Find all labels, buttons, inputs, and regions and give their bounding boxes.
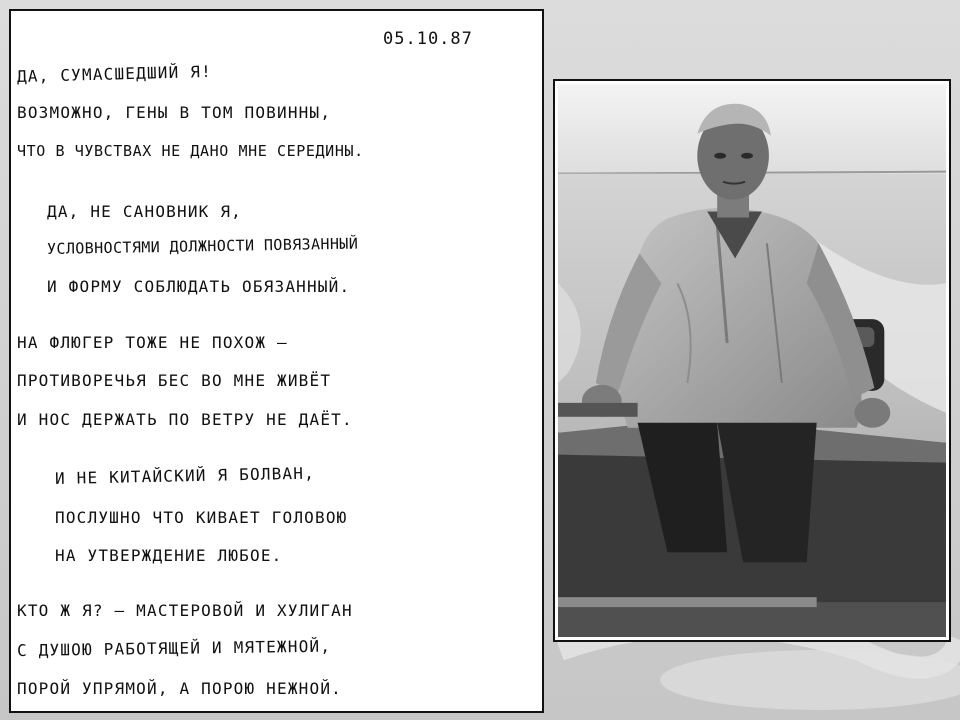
man-in-motorboat-photo xyxy=(558,84,946,637)
poem-line: ДА, НЕ САНОВНИК Я, xyxy=(47,202,242,221)
poem-line: И НЕ КИТАЙСКИЙ Я БОЛВАН, xyxy=(54,463,316,488)
poem-line: ПОРОЙ УПРЯМОЙ, А ПОРОЮ НЕЖНОЙ. xyxy=(17,679,342,698)
poem-line: НА ФЛЮГЕР ТОЖЕ НЕ ПОХОЖ — xyxy=(17,333,288,352)
poem-line: ПОСЛУШНО ЧТО КИВАЕТ ГОЛОВОЮ xyxy=(55,508,348,527)
poem-line: И НОС ДЕРЖАТЬ ПО ВЕТРУ НЕ ДАЁТ. xyxy=(17,410,353,429)
handwritten-poem-page xyxy=(9,9,544,713)
poem-date: 05.10.87 xyxy=(383,29,473,49)
poem-line: И ФОРМУ СОБЛЮДАТЬ ОБЯЗАННЫЙ. xyxy=(47,277,351,296)
poem-line: ЧТО В ЧУВСТВАХ НЕ ДАНО МНЕ СЕРЕДИНЫ. xyxy=(17,142,364,160)
poem-line: ПРОТИВОРЕЧЬЯ БЕС ВО МНЕ ЖИВЁТ xyxy=(17,371,332,390)
photo-frame xyxy=(553,79,951,642)
poem-line: НА УТВЕРЖДЕНИЕ ЛЮБОЕ. xyxy=(55,546,283,565)
poem-line: КТО Ж Я? — МАСТЕРОВОЙ И ХУЛИГАН xyxy=(17,601,353,620)
poem-line: УСЛОВНОСТЯМИ ДОЛЖНОСТИ ПОВЯЗАННЫЙ xyxy=(46,234,359,258)
poem-line: ВОЗМОЖНО, ГЕНЫ В ТОМ ПОВИННЫ, xyxy=(17,103,332,122)
poem-line: С ДУШОЮ РАБОТЯЩЕЙ И МЯТЕЖНОЙ, xyxy=(16,636,332,660)
poem-line: ДА, СУМАСШЕДШИЙ Я! xyxy=(16,61,213,86)
